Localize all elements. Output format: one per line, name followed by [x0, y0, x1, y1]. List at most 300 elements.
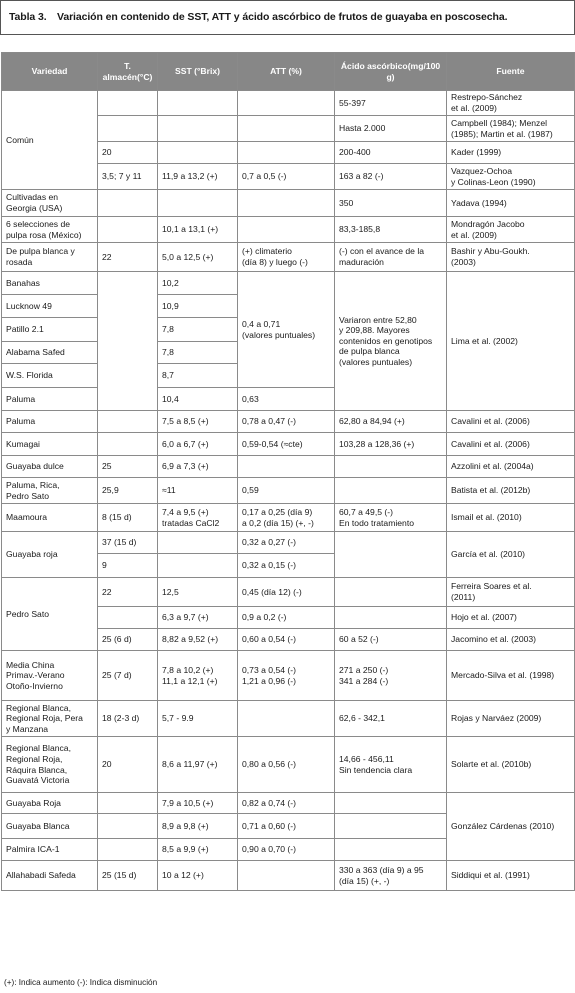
cell-text: 7,4 a 9,5 (+)	[162, 506, 209, 517]
cell-acido-ascorbico	[335, 190, 447, 217]
cell-text: 200-400	[339, 147, 371, 158]
cell-text: Primav.-Verano	[6, 670, 65, 681]
header-text: Ácido ascórbico	[340, 60, 408, 71]
cell-text: Batista et al. (2012b)	[451, 485, 531, 496]
cell-text: 7,5 a 8,5 (+)	[162, 416, 209, 427]
cell-acido-ascorbico	[335, 116, 447, 142]
cell-variedad	[2, 295, 98, 318]
table-row	[2, 190, 575, 217]
cell-att	[238, 814, 335, 839]
cell-fuente	[447, 116, 575, 142]
cell-temperatura	[98, 164, 158, 190]
cell-acido-ascorbico	[335, 737, 447, 793]
cell-sst	[158, 737, 238, 793]
cell-sst	[158, 388, 238, 411]
cell-variedad	[2, 243, 98, 272]
cell-fuente	[447, 629, 575, 651]
cell-text: 6,9 a 7,3 (+)	[162, 461, 209, 472]
cell-acido-ascorbico	[335, 91, 447, 116]
cell-text: De pulpa blanca y	[6, 246, 75, 257]
cell-text: Solarte et al. (2010b)	[451, 759, 532, 770]
cell-fuente	[447, 243, 575, 272]
cell-text: de pulpa blanca	[339, 346, 400, 357]
cell-text: Banahas	[6, 277, 40, 288]
cell-text: Regional Roja, Pera	[6, 713, 83, 724]
cell-text: Cavalini et al. (2006)	[451, 416, 530, 427]
cell-att	[238, 116, 335, 142]
cell-text: 7,8 a 10,2 (+)	[162, 664, 214, 675]
cell-fuente	[447, 190, 575, 217]
cell-sst	[158, 839, 238, 861]
cell-acido-ascorbico	[335, 272, 447, 411]
cell-sst	[158, 478, 238, 504]
table-row	[2, 651, 575, 701]
cell-sst	[158, 814, 238, 839]
cell-text: Variaron entre 52,80	[339, 314, 417, 325]
table-row	[2, 272, 575, 295]
cell-sst	[158, 607, 238, 629]
cell-variedad	[2, 217, 98, 243]
cell-text: Siddiqui et al. (1991)	[451, 870, 530, 881]
cell-temperatura	[98, 243, 158, 272]
table-row	[2, 91, 575, 116]
cell-att	[238, 578, 335, 607]
cell-text: 11,1 a 12,1 (+)	[162, 675, 218, 686]
cell-sst	[158, 243, 238, 272]
table-row	[2, 411, 575, 433]
cell-att	[238, 504, 335, 532]
cell-fuente	[447, 164, 575, 190]
cell-fuente	[447, 433, 575, 456]
cell-text: pulpa rosa (México)	[6, 229, 82, 240]
cell-text: ≈11	[162, 485, 176, 496]
cell-text: 0,17 a 0,25 (día 9)	[242, 506, 313, 517]
header-fuente	[447, 53, 575, 91]
cell-temperatura	[98, 532, 158, 554]
cell-variedad	[2, 433, 98, 456]
cell-variedad	[2, 701, 98, 737]
cell-att	[238, 411, 335, 433]
cell-variedad	[2, 388, 98, 411]
cell-fuente	[447, 478, 575, 504]
cell-text: Otoño-Invierno	[6, 680, 63, 691]
cell-text: Guayaba dulce	[6, 461, 64, 472]
cell-text: 0,90 a 0,70 (-)	[242, 844, 296, 855]
cell-text: Hasta 2.000	[339, 123, 386, 134]
table-header	[2, 53, 575, 91]
cell-text: 0,60 a 0,54 (-)	[242, 634, 296, 645]
cell-att	[238, 272, 335, 388]
cell-fuente	[447, 91, 575, 116]
cell-fuente	[447, 456, 575, 478]
cell-text: 12,5	[162, 586, 179, 597]
cell-fuente	[447, 578, 575, 607]
cell-text: contenidos en genotipos	[339, 335, 433, 346]
cell-acido-ascorbico	[335, 651, 447, 701]
cell-text: Cavalini et al. (2006)	[451, 438, 530, 449]
cell-temperatura	[98, 814, 158, 839]
cell-text: 25 (7 d)	[102, 670, 132, 681]
table-row	[2, 504, 575, 532]
cell-text: 62,6 - 342,1	[339, 713, 385, 724]
cell-text: García et al. (2010)	[451, 549, 526, 560]
cell-acido-ascorbico	[335, 861, 447, 891]
cell-text: Alabama Safed	[6, 347, 65, 358]
caption-number: Tabla 3.	[9, 11, 47, 23]
table-row	[2, 701, 575, 737]
cell-text: Maamoura	[6, 512, 48, 523]
cell-temperatura	[98, 839, 158, 861]
cell-att	[238, 839, 335, 861]
cell-temperatura	[98, 737, 158, 793]
cell-text: González Cárdenas (2010)	[451, 821, 555, 832]
cell-text: 62,80 a 84,94 (+)	[339, 416, 405, 427]
cell-temperatura	[98, 607, 158, 629]
cell-temperatura	[98, 793, 158, 814]
cell-text: Vazquez-Ochoa	[451, 165, 512, 176]
header-text: (°C)	[137, 71, 153, 82]
cell-text: Jacomino et al. (2003)	[451, 634, 537, 645]
header-text: Fuente	[496, 66, 525, 77]
header-sst	[158, 53, 238, 91]
cell-text: Regional Roja,	[6, 753, 63, 764]
cell-variedad	[2, 456, 98, 478]
cell-temperatura	[98, 272, 158, 411]
cell-text: 6,0 a 6,7 (+)	[162, 438, 209, 449]
cell-fuente	[447, 217, 575, 243]
cell-text: 60 a 52 (-)	[339, 634, 379, 645]
cell-acido-ascorbico	[335, 164, 447, 190]
cell-acido-ascorbico	[335, 411, 447, 433]
cell-text: 0,78 a 0,47 (-)	[242, 416, 296, 427]
cell-att	[238, 737, 335, 793]
cell-temperatura	[98, 629, 158, 651]
cell-text: (1985); Martin et al. (1987)	[451, 128, 553, 139]
cell-variedad	[2, 272, 98, 295]
cell-fuente	[447, 411, 575, 433]
cell-text: 0,59-0,54 (≈cte)	[242, 438, 303, 449]
cell-text: Paluma, Rica,	[6, 479, 60, 490]
cell-sst	[158, 164, 238, 190]
header-text: SST (°Brix)	[175, 66, 220, 77]
cell-sst	[158, 142, 238, 164]
cell-sst	[158, 91, 238, 116]
cell-text: Regional Blanca,	[6, 702, 71, 713]
cell-acido-ascorbico	[335, 701, 447, 737]
cell-text: Regional Blanca,	[6, 743, 71, 754]
caption-box	[0, 0, 575, 35]
cell-sst	[158, 554, 238, 578]
cell-acido-ascorbico	[335, 433, 447, 456]
cell-variedad	[2, 318, 98, 342]
cell-text: 6,3 a 9,7 (+)	[162, 612, 209, 623]
cell-text: 60,7 a 49,5 (-)	[339, 506, 393, 517]
cell-text: Ferreira Soares et al.	[451, 581, 532, 592]
cell-text: Guayaba Blanca	[6, 820, 70, 831]
cell-text: 20	[102, 759, 112, 770]
cell-variedad	[2, 190, 98, 217]
cell-text: 163 a 82 (-)	[339, 171, 384, 182]
table-caption	[9, 11, 507, 23]
cell-variedad	[2, 793, 98, 814]
cell-text: 0,32 a 0,15 (-)	[242, 560, 296, 571]
cell-temperatura	[98, 478, 158, 504]
cell-variedad	[2, 504, 98, 532]
cell-sst	[158, 861, 238, 891]
header-text: (mg/100 g)	[386, 60, 441, 82]
cell-text: Campbell (1984); Menzel	[451, 117, 548, 128]
cell-text: 7,9 a 10,5 (+)	[162, 797, 214, 808]
cell-acido-ascorbico	[335, 607, 447, 629]
cell-temperatura	[98, 433, 158, 456]
cell-text: Azzolini et al. (2004a)	[451, 461, 534, 472]
cell-fuente	[447, 737, 575, 793]
cell-text: 350	[339, 197, 354, 208]
cell-att	[238, 243, 335, 272]
cell-fuente	[447, 793, 575, 861]
cell-text: Restrepo-Sánchez	[451, 92, 523, 103]
cell-sst	[158, 364, 238, 388]
cell-att	[238, 861, 335, 891]
cell-text: 330 a 363 (día 9) a 95	[339, 864, 424, 875]
cell-text: 8,9 a 9,8 (+)	[162, 820, 209, 831]
cell-sst	[158, 651, 238, 701]
cell-text: Media China	[6, 659, 55, 670]
cell-variedad	[2, 364, 98, 388]
cell-temperatura	[98, 861, 158, 891]
cell-fuente	[447, 504, 575, 532]
cell-acido-ascorbico	[335, 217, 447, 243]
cell-temperatura	[98, 456, 158, 478]
cell-text: Palmira ICA-1	[6, 844, 60, 855]
cell-text: Patillo 2.1	[6, 324, 44, 335]
cell-sst	[158, 629, 238, 651]
cell-text: 8,7	[162, 370, 174, 381]
cell-temperatura	[98, 190, 158, 217]
cell-text: 37 (15 d)	[102, 537, 137, 548]
cell-text: 55-397	[339, 97, 366, 108]
cell-fuente	[447, 532, 575, 578]
cell-text: Rojas y Narváez (2009)	[451, 713, 542, 724]
table-row	[2, 217, 575, 243]
cell-text: Guayaba roja	[6, 549, 58, 560]
cell-text: 5,0 a 12,5 (+)	[162, 251, 214, 262]
cell-text: Cultivadas en	[6, 192, 59, 203]
cell-temperatura	[98, 116, 158, 142]
cell-text: Pedro Sato	[6, 608, 49, 619]
cell-att	[238, 651, 335, 701]
cell-acido-ascorbico	[335, 839, 447, 861]
cell-acido-ascorbico	[335, 578, 447, 607]
table-footnote: (+): Indica aumento (-): Indica disminución	[4, 978, 158, 987]
cell-text: 10,9	[162, 300, 179, 311]
table-row	[2, 861, 575, 891]
cell-acido-ascorbico	[335, 142, 447, 164]
cell-sst	[158, 456, 238, 478]
cell-text: Lucknow 49	[6, 300, 52, 311]
data-table	[1, 52, 575, 891]
cell-text: 0,4 a 0,71	[242, 318, 281, 329]
cell-sst	[158, 116, 238, 142]
cell-text: Común	[6, 134, 34, 145]
cell-sst	[158, 217, 238, 243]
cell-text: (valores puntuales)	[339, 356, 413, 367]
cell-acido-ascorbico	[335, 243, 447, 272]
cell-temperatura	[98, 411, 158, 433]
cell-text: 7,8	[162, 347, 174, 358]
cell-fuente	[447, 607, 575, 629]
cell-att	[238, 164, 335, 190]
cell-temperatura	[98, 142, 158, 164]
table-row	[2, 433, 575, 456]
cell-att	[238, 607, 335, 629]
cell-att	[238, 456, 335, 478]
table-row	[2, 737, 575, 793]
table-row	[2, 478, 575, 504]
cell-text: 0,73 a 0,54 (-)	[242, 664, 296, 675]
cell-text: (valores puntuales)	[242, 329, 316, 340]
cell-text: Georgia (USA)	[6, 203, 63, 213]
cell-text: 20	[102, 147, 112, 158]
cell-text: 8,5 a 9,9 (+)	[162, 844, 209, 855]
cell-text: 22	[102, 586, 112, 597]
cell-sst	[158, 411, 238, 433]
cell-variedad	[2, 91, 98, 190]
cell-acido-ascorbico	[335, 629, 447, 651]
cell-temperatura	[98, 651, 158, 701]
header-temperatura	[98, 53, 158, 91]
cell-sst	[158, 532, 238, 554]
header-row	[2, 53, 575, 91]
cell-text: Ismail et al. (2010)	[451, 512, 522, 523]
table-row	[2, 456, 575, 478]
cell-text: Allahabadi Safeda	[6, 870, 76, 881]
table-row	[2, 532, 575, 554]
cell-text: (2011)	[451, 592, 476, 602]
cell-text: 25,9	[102, 485, 119, 496]
cell-acido-ascorbico	[335, 478, 447, 504]
cell-att	[238, 217, 335, 243]
cell-text: 0,80 a 0,56 (-)	[242, 759, 296, 770]
cell-text: Yadava (1994)	[451, 197, 507, 208]
cell-text: 5,7 - 9.9	[162, 713, 194, 724]
cell-text: 6 selecciones de	[6, 218, 71, 229]
cell-text: Paluma	[6, 416, 36, 427]
cell-text: 0,7 a 0,5 (-)	[242, 171, 287, 182]
cell-text: (-) con el avance de la	[339, 246, 425, 257]
cell-att	[238, 190, 335, 217]
cell-temperatura	[98, 217, 158, 243]
cell-text: 7,8	[162, 324, 174, 335]
cell-text: 8,82 a 9,52 (+)	[162, 634, 219, 645]
cell-variedad	[2, 814, 98, 839]
cell-temperatura	[98, 578, 158, 607]
cell-text: 11,9 a 13,2 (+)	[162, 171, 218, 182]
cell-text: et al. (2009)	[451, 103, 497, 113]
cell-text: (2003)	[451, 257, 476, 267]
cell-variedad	[2, 839, 98, 861]
table-row	[2, 578, 575, 607]
cell-variedad	[2, 478, 98, 504]
cell-text: Hojo et al. (2007)	[451, 612, 517, 623]
cell-text: 10,2	[162, 277, 179, 288]
cell-text: 0,45 (día 12) (-)	[242, 586, 302, 597]
header-variedad	[2, 53, 98, 91]
cell-acido-ascorbico	[335, 793, 447, 814]
cell-variedad	[2, 411, 98, 433]
cell-text: En todo tratamiento	[339, 517, 415, 528]
cell-variedad	[2, 532, 98, 578]
cell-text: 0,82 a 0,74 (-)	[242, 797, 296, 808]
cell-text: Ráquira Blanca,	[6, 764, 68, 775]
cell-fuente	[447, 701, 575, 737]
cell-acido-ascorbico	[335, 456, 447, 478]
cell-text: (día 8) y luego (-)	[242, 257, 308, 267]
cell-att	[238, 478, 335, 504]
cell-text: (día 15) (+, -)	[339, 875, 390, 886]
cell-text: 0,71 a 0,60 (-)	[242, 820, 296, 831]
cell-text: 18 (2-3 d)	[102, 713, 140, 724]
cell-variedad	[2, 342, 98, 364]
cell-text: (+) climaterio	[242, 246, 292, 257]
cell-text: Mondragón Jacobo	[451, 218, 525, 229]
cell-sst	[158, 272, 238, 295]
cell-text: 10 a 12 (+)	[162, 870, 204, 881]
cell-text: Lima et al. (2002)	[451, 335, 518, 346]
cell-temperatura	[98, 91, 158, 116]
cell-att	[238, 388, 335, 411]
cell-text: tratadas CaCl2	[162, 517, 220, 528]
cell-text: W.S. Florida	[6, 370, 53, 381]
cell-variedad	[2, 737, 98, 793]
cell-att	[238, 793, 335, 814]
cell-text: 0,9 a 0,2 (-)	[242, 612, 287, 623]
cell-text: 0,59	[242, 485, 259, 496]
cell-text: 103,28 a 128,36 (+)	[339, 438, 415, 449]
cell-text: Paluma	[6, 393, 36, 404]
cell-att	[238, 91, 335, 116]
cell-acido-ascorbico	[335, 532, 447, 578]
cell-temperatura	[98, 504, 158, 532]
cell-text: Guayaba Roja	[6, 797, 61, 808]
cell-text: et al. (2009)	[451, 229, 497, 240]
caption-title: Variación en contenido de SST, ATT y ácido ascórbico de frutos de guayaba en poscosecha.	[57, 11, 508, 23]
cell-text: y Colinas-Leon (1990)	[451, 176, 536, 187]
cell-fuente	[447, 142, 575, 164]
cell-text: 8 (15 d)	[102, 512, 132, 523]
cell-text: Guavatá Victoria	[6, 775, 70, 786]
cell-text: y 209,88. Mayores	[339, 325, 410, 336]
cell-text: Mercado-Silva et al. (1998)	[451, 670, 555, 681]
cell-text: 0,63	[242, 393, 259, 404]
cell-text: 10,1 a 13,1 (+)	[162, 224, 219, 235]
cell-sst	[158, 433, 238, 456]
header-acido-ascorbico	[335, 53, 447, 91]
cell-fuente	[447, 651, 575, 701]
cell-text: a 0,2 (día 15) (+, -)	[242, 517, 314, 528]
cell-text: 3,5; 7 y 11	[102, 171, 142, 182]
table-body	[2, 91, 575, 891]
cell-text: 25	[102, 461, 112, 472]
cell-text: Bashir y Abu-Goukh.	[451, 246, 530, 257]
cell-text: 14,66 - 456,11	[339, 753, 394, 764]
cell-text: 25 (15 d)	[102, 870, 137, 881]
cell-att	[238, 629, 335, 651]
cell-sst	[158, 793, 238, 814]
cell-att	[238, 554, 335, 578]
cell-text: 83,3-185,8	[339, 224, 381, 235]
cell-text: 8,6 a 11,97 (+)	[162, 759, 218, 770]
